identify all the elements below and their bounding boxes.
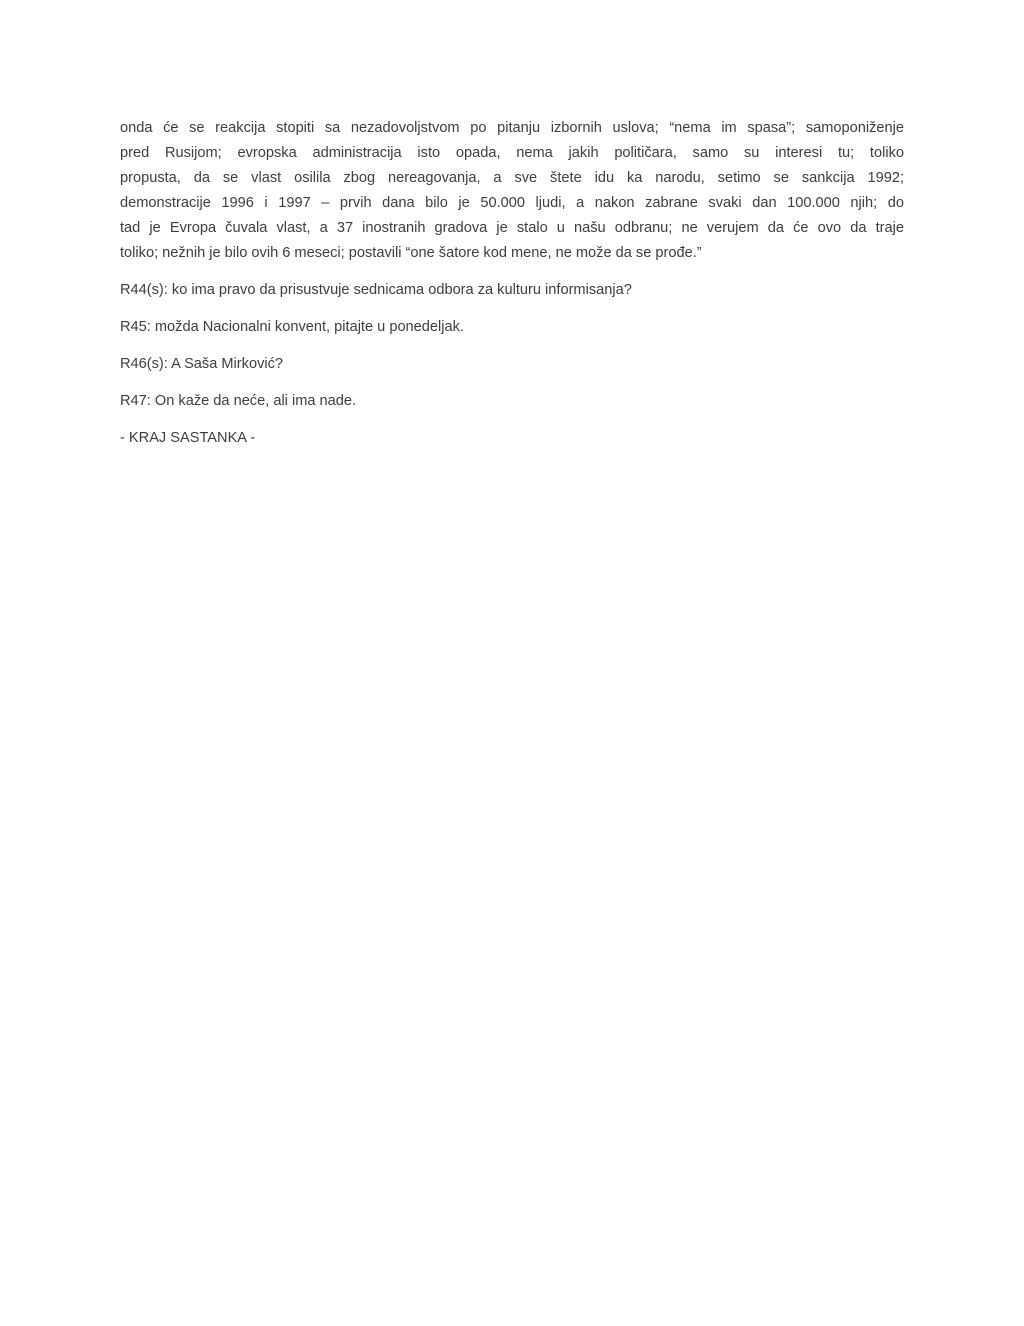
body-paragraph-line: pred Rusijom; evropska administracija isto opada, nema jakih političara, samo su interesi tu; toliko [120,145,904,161]
body-paragraph-line: propusta, da se vlast osilila zbog nereagovanja, a sve štete idu ka narodu, setimo se sankcija 1992; [120,170,904,186]
body-paragraph-line: toliko; nežnih je bilo ovih 6 meseci; postavili “one šatore kod mene, ne može da se prođe.” [120,245,702,261]
body-paragraph-line: tad je Evropa čuvala vlast, a 37 inostranih gradova je stalo u našu odbranu; ne verujem da će ovo da traje [120,220,904,236]
body-paragraph-line: onda će se reakcija stopiti sa nezadovoljstvom po pitanju izbornih uslova; “nema im spasa”; samoponiženje [120,120,904,136]
document-content [120,116,904,463]
body-paragraph-line: demonstracije 1996 i 1997 – prvih dana bilo je 50.000 ljudi, a nakon zabrane svaki dan 100.000 njih; do [120,195,904,211]
end-of-meeting-marker: - KRAJ SASTANKA - [120,430,256,446]
dialogue-line-r45: R45: možda Nacionalni konvent, pitajte u ponedeljak. [120,319,464,335]
dialogue-line-r47: R47: On kaže da neće, ali ima nade. [120,393,357,409]
body-paragraph [120,116,904,266]
dialogue-line-r46: R46(s): A Saša Mirković? [120,356,284,372]
dialogue-line-r44: R44(s): ko ima pravo da prisustvuje sednicama odbora za kulturu informisanja? [120,282,632,298]
